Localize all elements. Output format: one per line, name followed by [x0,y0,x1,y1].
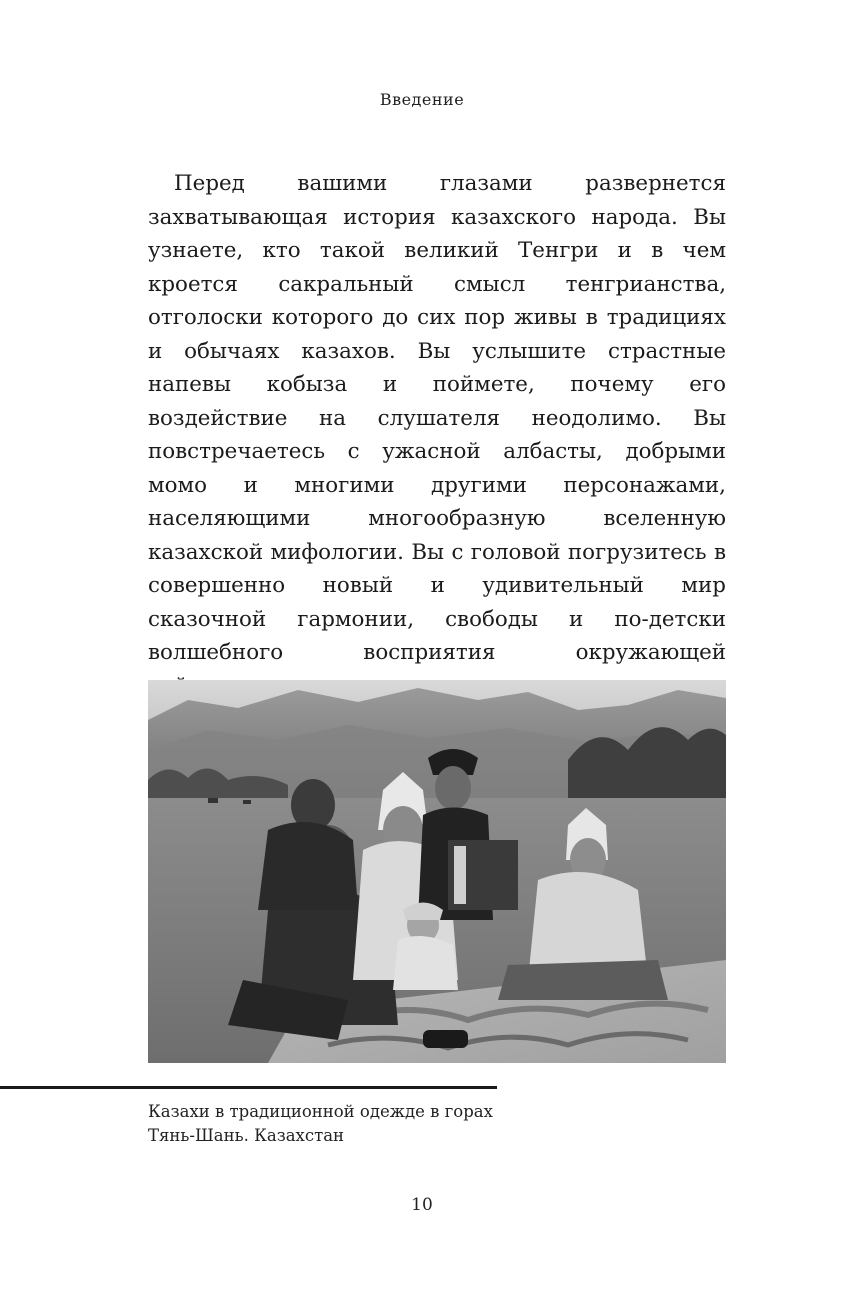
body-paragraph: Перед вашими глазами развернется захватывающая история казахского народа. Вы узнаете, кто такой великий Тенгри и в чем кроется сакральный смысл тенгрианства, отголоски которого до сих пор живы в традициях и обычаях казахов. Вы услышите страстные напевы кобыза и поймете, почему его воздействие на слушателя неодолимо. Вы повстречаетесь с ужасной албасты, добрыми момо и многими другими персонажами, населяющими многообразную вселенную казахской мифологии. Вы с головой погрузитесь в совершенно новый и удивительный мир сказочной гармонии, свободы и по-детски волшебного восприятия окружающей [148,171,726,665]
photo-kazakhs-traditional-dress [148,680,726,1063]
photo-illustration [148,680,726,1063]
running-head: Введение [379,90,465,109]
caption-line: Тянь-Шань. Казахстан [148,1126,345,1145]
caption-line: Казахи в традиционной одежде в горах [148,1102,493,1121]
photo-caption [148,1100,508,1148]
page-number: 10 [411,1195,433,1215]
caption-rule [0,1086,497,1089]
